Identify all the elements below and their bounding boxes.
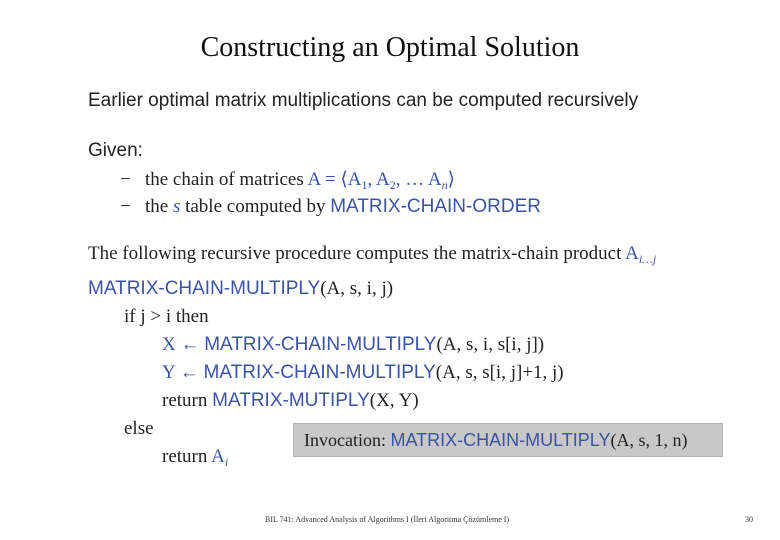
intro-text: Earlier optimal matrix multiplications can be computed recursively [88,90,639,111]
return-ai-line: return $A_i$ [162,446,229,469]
s-variable: s [172,196,181,217]
y-assignment-line: Y ← MATRIX-CHAIN-MULTIPLY(A, s, s[i, j]+1, j) [162,362,564,383]
given-label: Given: [88,140,143,161]
procedure-intro: The following recursive procedure computes the matrix-chain product $A_{i\dots j}$ [88,243,657,266]
if-line: if j > i then [124,306,209,327]
bullet-dash: − [120,169,131,190]
footer-text: BIL 741: Advanced Analysis of Algorithms I (İleri Algoritma Çözümleme I) [265,515,510,524]
bullet-dash: − [120,196,131,217]
given-item-s-table: − the s table computed by MATRIX-CHAIN-ORDER [120,196,541,217]
product-expression: $A_{i\dots j}$ [625,243,657,266]
procedure-header: MATRIX-CHAIN-MULTIPLY(A, s, i, j) [88,278,394,299]
invocation-text: Invocation: MATRIX-CHAIN-MULTIPLY(A, s, 1, n) [304,430,688,450]
proc-matrix-chain-order: MATRIX-CHAIN-ORDER [330,196,541,217]
else-line: else [124,418,154,439]
given-item-chain [120,168,455,193]
x-assignment-line: X ← MATRIX-CHAIN-MULTIPLY(A, s, i, s[i, j]) [162,334,545,355]
page-number: 30 [745,515,753,524]
given-chain-text: the chain of matrices [144,169,304,190]
chain-expression: $A = ⟨A_1$, $A_2$, … $A_n⟩$ [307,169,456,192]
return-multiply-line: return MATRIX-MUTIPLY(X, Y) [162,390,419,411]
slide-title: Constructing an Optimal Solution [200,32,580,63]
invocation-box [293,423,723,457]
